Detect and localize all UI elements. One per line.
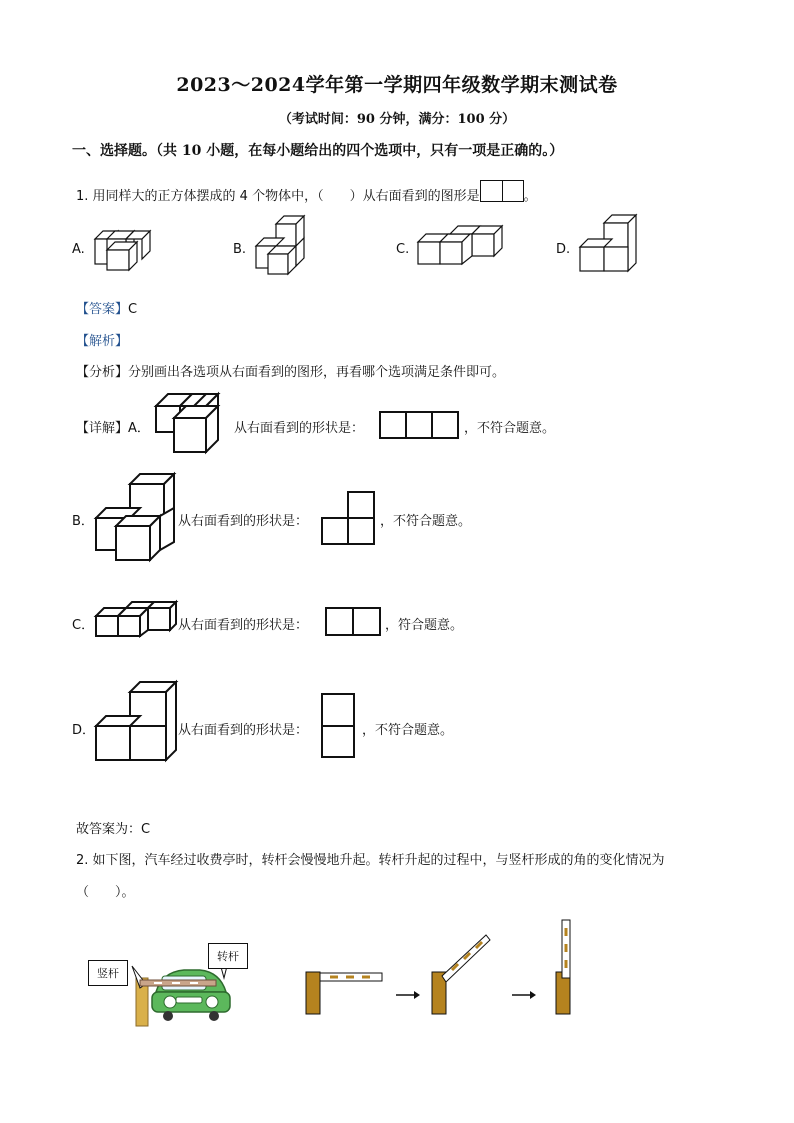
q2-stem-line1: 2. 如下图，汽车经过收费亭时，转杆会慢慢地升起。转杆升起的过程中，与竖杆形成的角的变化情况为	[76, 853, 665, 868]
q1-analysis-tag	[76, 330, 128, 349]
fenxi-tag: 【分析】	[76, 365, 129, 380]
detail-a-seen-text: 从右面看到的形状是：	[234, 421, 365, 436]
page-title: 2023～2024学年第一学期四年级数学期末测试卷	[176, 74, 618, 96]
detail-tag: 【详解】	[76, 421, 129, 436]
detail-b-seen-text: 从右面看到的形状是：	[178, 514, 309, 529]
q1-fenxi	[76, 361, 505, 380]
detail-d-result: ，不符合题意。	[362, 723, 454, 738]
option-a-cubes-figure	[90, 226, 154, 272]
analysis-tag: 【解析】	[76, 334, 129, 349]
option-b-label: B.	[233, 242, 247, 257]
detail-d-right-view-figure	[321, 693, 357, 759]
barrier-rising-sequence	[300, 910, 600, 1022]
detail-a-label: A．	[128, 421, 150, 436]
detail-c-right-view-figure	[325, 607, 383, 637]
option-c-cubes-figure	[416, 226, 506, 268]
detail-a-result: ，不符合题意。	[464, 421, 556, 436]
option-c-label: C.	[396, 242, 410, 257]
detail-c-seen-text: 从右面看到的形状是：	[178, 618, 309, 633]
detail-c-cubes-figure	[94, 602, 180, 640]
option-d-label: D.	[556, 242, 571, 257]
q2-stem-line2: （ ）。	[76, 885, 135, 900]
q1-stem	[76, 180, 537, 204]
right-view-two-squares-figure	[480, 180, 524, 202]
vertical-pole-label: 竖杆	[88, 960, 128, 986]
detail-d-label: D．	[72, 723, 96, 738]
detail-b-result: ，不符合题意。	[380, 514, 472, 529]
detail-d-seen-text: 从右面看到的形状是：	[178, 723, 309, 738]
answer-value: C	[128, 302, 138, 317]
answer-tag: 【答案】	[76, 302, 129, 317]
detail-c-label: C．	[72, 618, 95, 633]
detail-b-cubes-figure	[94, 472, 180, 562]
q1-stem-end: 。	[523, 189, 537, 204]
detail-a-right-view-figure	[379, 411, 461, 439]
q1-final-answer: 故答案为：C	[76, 822, 151, 837]
q1-answer	[76, 298, 137, 317]
exam-info: （考试时间：90 分钟，满分：100 分）	[278, 112, 516, 127]
detail-a-cubes-figure	[154, 386, 234, 456]
option-b-cubes-figure	[252, 216, 312, 274]
option-a-label: A.	[72, 242, 85, 257]
q1-stem-text: 1. 用同样大的正方体摆成的 4 个物体中，（ ）从右面看到的图形是	[76, 189, 480, 204]
detail-tag-row	[76, 417, 150, 436]
option-d-cubes-figure	[576, 215, 640, 273]
detail-c-result: ，符合题意。	[385, 618, 464, 633]
detail-d-cubes-figure	[94, 680, 182, 762]
detail-b-right-view-figure	[321, 491, 377, 545]
section-heading: 一、选择题。（共 10 小题，在每小题给出的四个选项中，只有一项是正确的。）	[72, 143, 564, 159]
barrier-arm-label: 转杆	[208, 943, 248, 969]
fenxi-text: 分别画出各选项从右面看到的图形，再看哪个选项满足条件即可。	[128, 365, 506, 380]
detail-b-label: B．	[72, 514, 94, 529]
